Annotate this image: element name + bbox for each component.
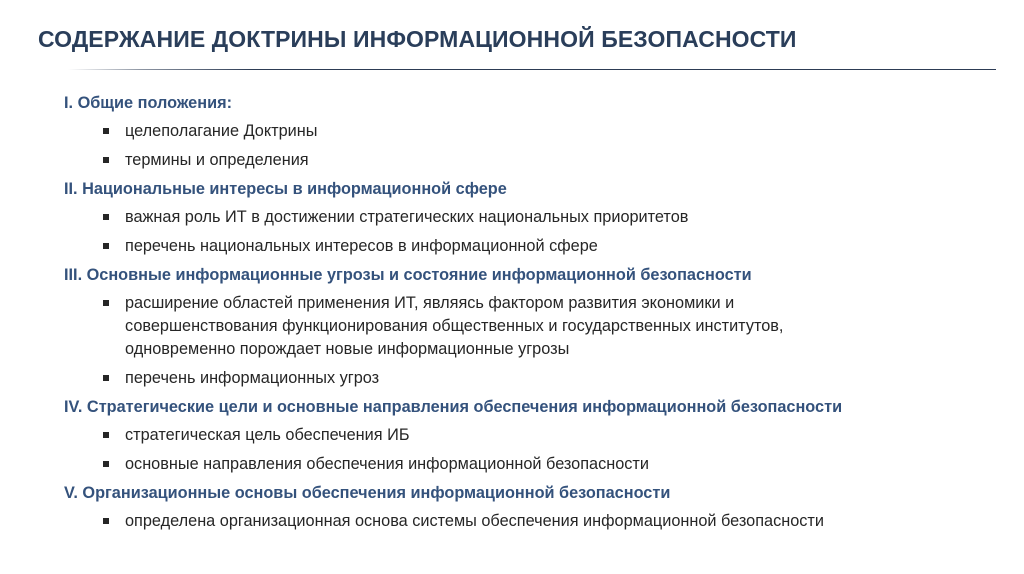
- square-bullet-icon: [103, 375, 109, 381]
- section-heading: V. Организационные основы обеспечения информационной безопасности: [64, 484, 671, 502]
- square-bullet-icon: [103, 461, 109, 467]
- bullet-list: [64, 206, 1004, 258]
- list-item: [64, 206, 955, 229]
- list-item-text: важная роль ИТ в достижении стратегических национальных приоритетов: [125, 208, 689, 226]
- list-item: [64, 367, 955, 390]
- list-item-text: термины и определения: [125, 151, 309, 169]
- section-organizational-basis: [64, 482, 1004, 533]
- list-item-text: основные направления обеспечения информационной безопасности: [125, 455, 649, 473]
- list-item-text: определена организационная основа системы обеспечения информационной безопасности: [125, 512, 824, 530]
- section-heading: III. Основные информационные угрозы и состояние информационной безопасности: [64, 266, 752, 284]
- square-bullet-icon: [103, 432, 109, 438]
- list-item-text: целеполагание Доктрины: [125, 122, 318, 140]
- list-item: [64, 149, 955, 172]
- bullet-list: [64, 424, 1004, 476]
- section-threats: [64, 264, 1004, 390]
- square-bullet-icon: [103, 128, 109, 134]
- slide-title: СОДЕРЖАНИЕ ДОКТРИНЫ ИНФОРМАЦИОННОЙ БЕЗОПАСНОСТИ: [38, 26, 797, 52]
- section-heading: II. Национальные интересы в информационной сфере: [64, 180, 507, 198]
- list-item: [64, 235, 955, 258]
- section-national-interests: [64, 178, 1004, 258]
- bullet-list: [64, 292, 1004, 390]
- square-bullet-icon: [103, 157, 109, 163]
- list-item-text: перечень национальных интересов в информационной сфере: [125, 237, 598, 255]
- doctrine-outline: [64, 92, 1004, 539]
- list-item: [64, 453, 955, 476]
- list-item-text: перечень информационных угроз: [125, 369, 380, 387]
- bullet-list: [64, 510, 1004, 533]
- list-item: [64, 510, 955, 533]
- list-item-text: расширение областей применения ИТ, являясь фактором развития экономики и совершенствования функционирования общественных и государственных институтов, одновременно порождает новые информационные угрозы: [125, 294, 784, 358]
- list-item-text: стратегическая цель обеспечения ИБ: [125, 426, 410, 444]
- square-bullet-icon: [103, 300, 109, 306]
- list-item: [64, 120, 955, 143]
- title-divider: [68, 69, 996, 70]
- square-bullet-icon: [103, 518, 109, 524]
- list-item: [64, 424, 955, 447]
- section-heading: IV. Стратегические цели и основные направления обеспечения информационной безопасности: [64, 398, 843, 416]
- square-bullet-icon: [103, 214, 109, 220]
- bullet-list: [64, 120, 1004, 172]
- square-bullet-icon: [103, 243, 109, 249]
- section-strategic-goals: [64, 396, 1004, 476]
- list-item: [64, 292, 955, 361]
- section-general-provisions: [64, 92, 1004, 172]
- section-heading: I. Общие положения:: [64, 94, 232, 112]
